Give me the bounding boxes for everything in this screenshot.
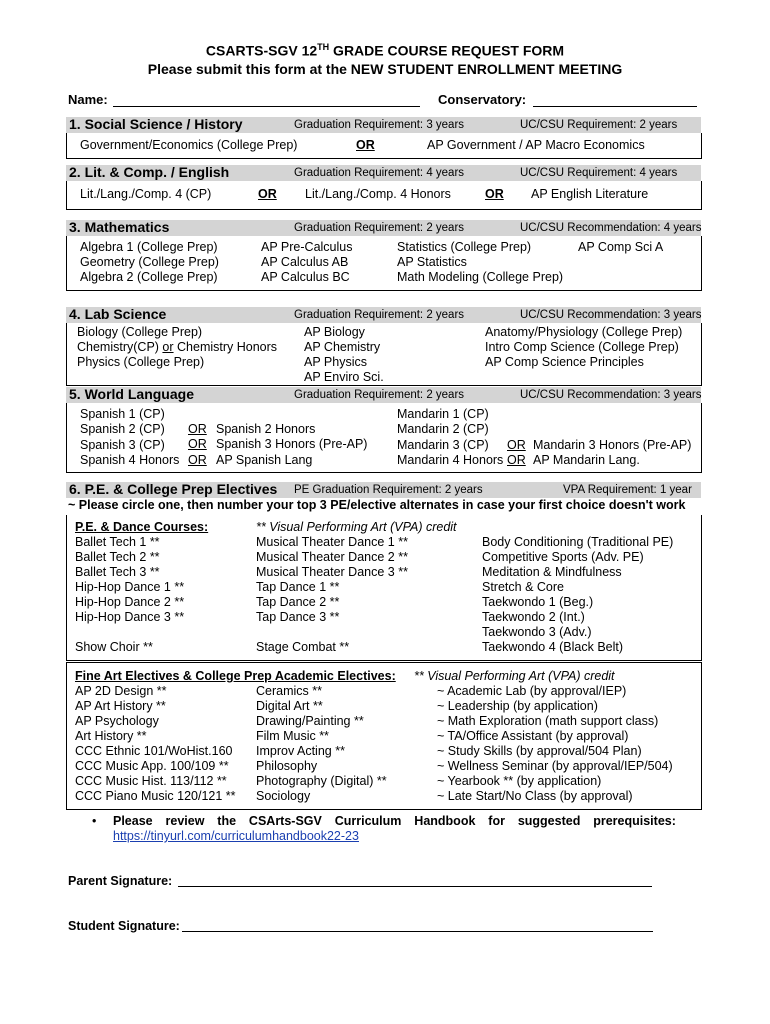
course-anatomy[interactable]: Anatomy/Physiology (College Prep) [485, 325, 683, 339]
course-algebra-2[interactable]: Algebra 2 (College Prep) [80, 270, 218, 284]
course-ap-precalc[interactable]: AP Pre-Calculus [261, 240, 353, 254]
course-tap-1[interactable]: Tap Dance 1 ** [256, 580, 340, 594]
course-sociology[interactable]: Sociology [256, 789, 311, 803]
course-stretch-core[interactable]: Stretch & Core [482, 580, 564, 594]
electives-col-3 [437, 684, 673, 804]
course-intro-comp-sci[interactable]: Intro Comp Science (College Prep) [485, 340, 679, 354]
section-world-language-header: 5. World Language Graduation Requirement: 2 years UC/CSU Recommendation: 3 years [66, 387, 701, 403]
form-subtitle: Please submit this form at the NEW STUDENT ENROLLMENT MEETING [147, 61, 623, 77]
course-ap-2d-design[interactable]: AP 2D Design ** [75, 684, 167, 698]
course-algebra-1[interactable]: Algebra 1 (College Prep) [80, 240, 218, 254]
course-ap-comp-sci-a[interactable]: AP Comp Sci A [578, 240, 664, 254]
course-ceramics[interactable]: Ceramics ** [256, 684, 322, 698]
spanish-or-col: OR OR OR [188, 422, 207, 467]
course-show-choir[interactable]: Show Choir ** [75, 640, 153, 654]
section-pe-header: 6. P.E. & College Prep Electives PE Graduation Requirement: 2 years VPA Requirement: 1 year [66, 482, 701, 498]
vpa-note: ** Visual Performing Art (VPA) credit [256, 520, 457, 534]
course-philosophy[interactable]: Philosophy [256, 759, 318, 773]
or-label: OR [356, 138, 375, 152]
course-mandarin-1[interactable]: Mandarin 1 (CP) [397, 407, 489, 421]
course-mandarin-3[interactable]: Mandarin 3 (CP) [397, 437, 489, 452]
course-ccc-music-hist[interactable]: CCC Music Hist. 113/112 ** [75, 774, 227, 788]
course-drawing-painting[interactable]: Drawing/Painting ** [256, 714, 364, 728]
course-biology[interactable]: Biology (College Prep) [77, 325, 203, 339]
pe-col-3 [482, 535, 673, 655]
course-body-conditioning[interactable]: Body Conditioning (Traditional PE) [482, 535, 674, 549]
handbook-note: Please review the CSArts-SGV Curriculum Handbook for suggested prerequisites: [113, 814, 676, 828]
course-lit-honors[interactable]: Lit./Lang./Comp. 4 Honors [305, 187, 451, 201]
course-ap-spanish[interactable]: AP Spanish Lang [216, 452, 313, 467]
course-spanish-4-honors[interactable]: Spanish 4 Honors [80, 452, 180, 467]
course-taekwondo-2[interactable]: Taekwondo 2 (Int.) [482, 610, 585, 624]
course-ap-mandarin[interactable]: AP Mandarin Lang. [533, 452, 640, 467]
course-art-history[interactable]: Art History ** [75, 729, 147, 743]
electives-col-1 [75, 684, 236, 804]
student-signature-label: Student Signature: [68, 919, 180, 933]
vpa-note-2: ** Visual Performing Art (VPA) credit [414, 669, 615, 683]
course-tap-2[interactable]: Tap Dance 2 ** [256, 595, 340, 609]
or-label: OR [485, 187, 504, 201]
science-col-1 [77, 325, 277, 370]
course-ap-biology[interactable]: AP Biology [304, 325, 365, 339]
science-col-2 [304, 325, 384, 385]
course-ap-art-history[interactable]: AP Art History ** [75, 699, 166, 713]
course-mt-dance-1[interactable]: Musical Theater Dance 1 ** [256, 535, 408, 549]
spanish-alt-col [216, 422, 367, 468]
course-hiphop-3[interactable]: Hip-Hop Dance 3 ** [75, 610, 185, 624]
course-ballet-3[interactable]: Ballet Tech 3 ** [75, 565, 160, 579]
course-chemistry[interactable]: Chemistry(CP) or Chemistry Honors [77, 340, 278, 354]
conservatory-field[interactable] [533, 92, 697, 107]
course-academic-lab[interactable]: ~ Academic Lab (by approval/IEP) [437, 684, 627, 698]
pe-dance-heading: P.E. & Dance Courses: [75, 520, 209, 534]
mandarin-col [397, 407, 503, 468]
course-ap-calc-ab[interactable]: AP Calculus AB [261, 255, 349, 269]
course-mandarin-4-honors[interactable]: Mandarin 4 Honors [397, 452, 504, 467]
pe-col-2 [256, 535, 408, 655]
section-english-header: 2. Lit. & Comp. / English Graduation Requirement: 4 years UC/CSU Requirement: 4 years [66, 165, 701, 181]
course-hiphop-2[interactable]: Hip-Hop Dance 2 ** [75, 595, 185, 609]
student-signature-field[interactable] [182, 917, 653, 932]
course-ap-statistics[interactable]: AP Statistics [397, 255, 467, 269]
course-mandarin-2[interactable]: Mandarin 2 (CP) [397, 422, 489, 437]
electives-col-2 [256, 684, 387, 804]
course-ap-csp[interactable]: AP Comp Science Principles [485, 355, 644, 369]
form-title: CSARTS-SGV 12TH GRADE COURSE REQUEST FORM [205, 42, 565, 59]
course-statistics[interactable]: Statistics (College Prep) [397, 240, 532, 254]
course-yearbook[interactable]: ~ Yearbook ** (by application) [437, 774, 602, 788]
course-competitive-sports[interactable]: Competitive Sports (Adv. PE) [482, 550, 644, 564]
course-math-modeling[interactable]: Math Modeling (College Prep) [397, 270, 564, 284]
section-social-science-header: 1. Social Science / History Graduation Requirement: 3 years UC/CSU Requirement: 2 years [66, 117, 701, 133]
course-ap-gov[interactable]: AP Government / AP Macro Economics [427, 138, 645, 152]
pe-instruction: ~ Please circle one, then number your top 3 PE/elective alternates in case your first choice doesn't work [68, 498, 686, 512]
course-ap-physics[interactable]: AP Physics [304, 355, 367, 369]
course-tap-3[interactable]: Tap Dance 3 ** [256, 610, 340, 624]
course-hiphop-1[interactable]: Hip-Hop Dance 1 ** [75, 580, 185, 594]
or-label: OR [258, 187, 277, 201]
course-math-exploration[interactable]: ~ Math Exploration (math support class) [437, 714, 659, 728]
math-col-3 [397, 240, 563, 285]
course-ballet-1[interactable]: Ballet Tech 1 ** [75, 535, 160, 549]
course-leadership[interactable]: ~ Leadership (by application) [437, 699, 598, 713]
course-ap-calc-bc[interactable]: AP Calculus BC [261, 270, 350, 284]
course-mt-dance-2[interactable]: Musical Theater Dance 2 ** [256, 550, 408, 564]
parent-signature-label: Parent Signature: [68, 874, 173, 888]
course-spanish-1[interactable]: Spanish 1 (CP) [80, 407, 165, 421]
course-ballet-2[interactable]: Ballet Tech 2 ** [75, 550, 160, 564]
course-taekwondo-1[interactable]: Taekwondo 1 (Beg.) [482, 595, 594, 609]
name-label: Name: [68, 92, 108, 107]
course-digital-art[interactable]: Digital Art ** [256, 699, 323, 713]
section-math-header: 3. Mathematics Graduation Requirement: 2 years UC/CSU Recommendation: 4 years [66, 220, 701, 236]
course-ccc-ethnic[interactable]: CCC Ethnic 101/WoHist.160 [75, 744, 233, 758]
conservatory-label: Conservatory: [438, 92, 527, 107]
parent-signature-field[interactable] [178, 872, 652, 887]
course-spanish-2-honors[interactable]: Spanish 2 Honors [216, 422, 316, 436]
course-taekwondo-4[interactable]: Taekwondo 4 (Black Belt) [482, 640, 624, 654]
course-study-skills[interactable]: ~ Study Skills (by approval/504 Plan) [437, 744, 642, 758]
course-ap-enviro-sci[interactable]: AP Enviro Sci. [304, 370, 384, 384]
course-gov-econ[interactable]: Government/Economics (College Prep) [80, 138, 298, 152]
course-ccc-piano[interactable]: CCC Piano Music 120/121 ** [75, 789, 236, 803]
science-col-3 [485, 325, 682, 370]
course-meditation[interactable]: Meditation & Mindfulness [482, 565, 622, 579]
course-ta-office[interactable]: ~ TA/Office Assistant (by approval) [437, 729, 629, 743]
mandarin-or-col: OR OR [507, 437, 526, 467]
course-mandarin-3-honors[interactable]: Mandarin 3 Honors (Pre-AP) [533, 437, 692, 452]
section-lab-science-header: 4. Lab Science Graduation Requirement: 2 years UC/CSU Recommendation: 3 years [66, 307, 701, 323]
name-field[interactable] [113, 92, 420, 107]
course-stage-combat[interactable]: Stage Combat ** [256, 640, 350, 654]
electives-heading: Fine Art Electives & College Prep Academic Electives: [75, 669, 396, 683]
spanish-col [80, 407, 179, 468]
handbook-link[interactable]: https://tinyurl.com/curriculumhandbook22-23 [113, 829, 359, 843]
course-late-start[interactable]: ~ Late Start/No Class (by approval) [437, 789, 633, 803]
course-ap-chemistry[interactable]: AP Chemistry [304, 340, 381, 354]
course-ap-english[interactable]: AP English Literature [531, 187, 649, 201]
mandarin-alt-col [533, 438, 691, 469]
pe-col-1 [75, 535, 184, 655]
math-col-1 [80, 240, 219, 285]
course-taekwondo-3[interactable]: Taekwondo 3 (Adv.) [482, 625, 592, 639]
course-physics[interactable]: Physics (College Prep) [77, 355, 205, 369]
course-spanish-3-honors[interactable]: Spanish 3 Honors (Pre-AP) [216, 437, 368, 452]
course-ap-psychology[interactable]: AP Psychology [75, 714, 159, 728]
course-lit-cp[interactable]: Lit./Lang./Comp. 4 (CP) [80, 187, 212, 201]
course-wellness[interactable]: ~ Wellness Seminar (by approval/IEP/504) [437, 759, 673, 773]
course-geometry[interactable]: Geometry (College Prep) [80, 255, 219, 269]
course-spanish-3[interactable]: Spanish 3 (CP) [80, 437, 165, 452]
note-bullet: • [92, 814, 97, 828]
course-mt-dance-3[interactable]: Musical Theater Dance 3 ** [256, 565, 408, 579]
math-col-2 [261, 240, 352, 285]
course-improv-acting[interactable]: Improv Acting ** [256, 744, 345, 758]
course-spanish-2[interactable]: Spanish 2 (CP) [80, 422, 165, 437]
course-ccc-music-app[interactable]: CCC Music App. 100/109 ** [75, 759, 229, 773]
course-photography[interactable]: Photography (Digital) ** [256, 774, 387, 788]
course-film-music[interactable]: Film Music ** [256, 729, 329, 743]
